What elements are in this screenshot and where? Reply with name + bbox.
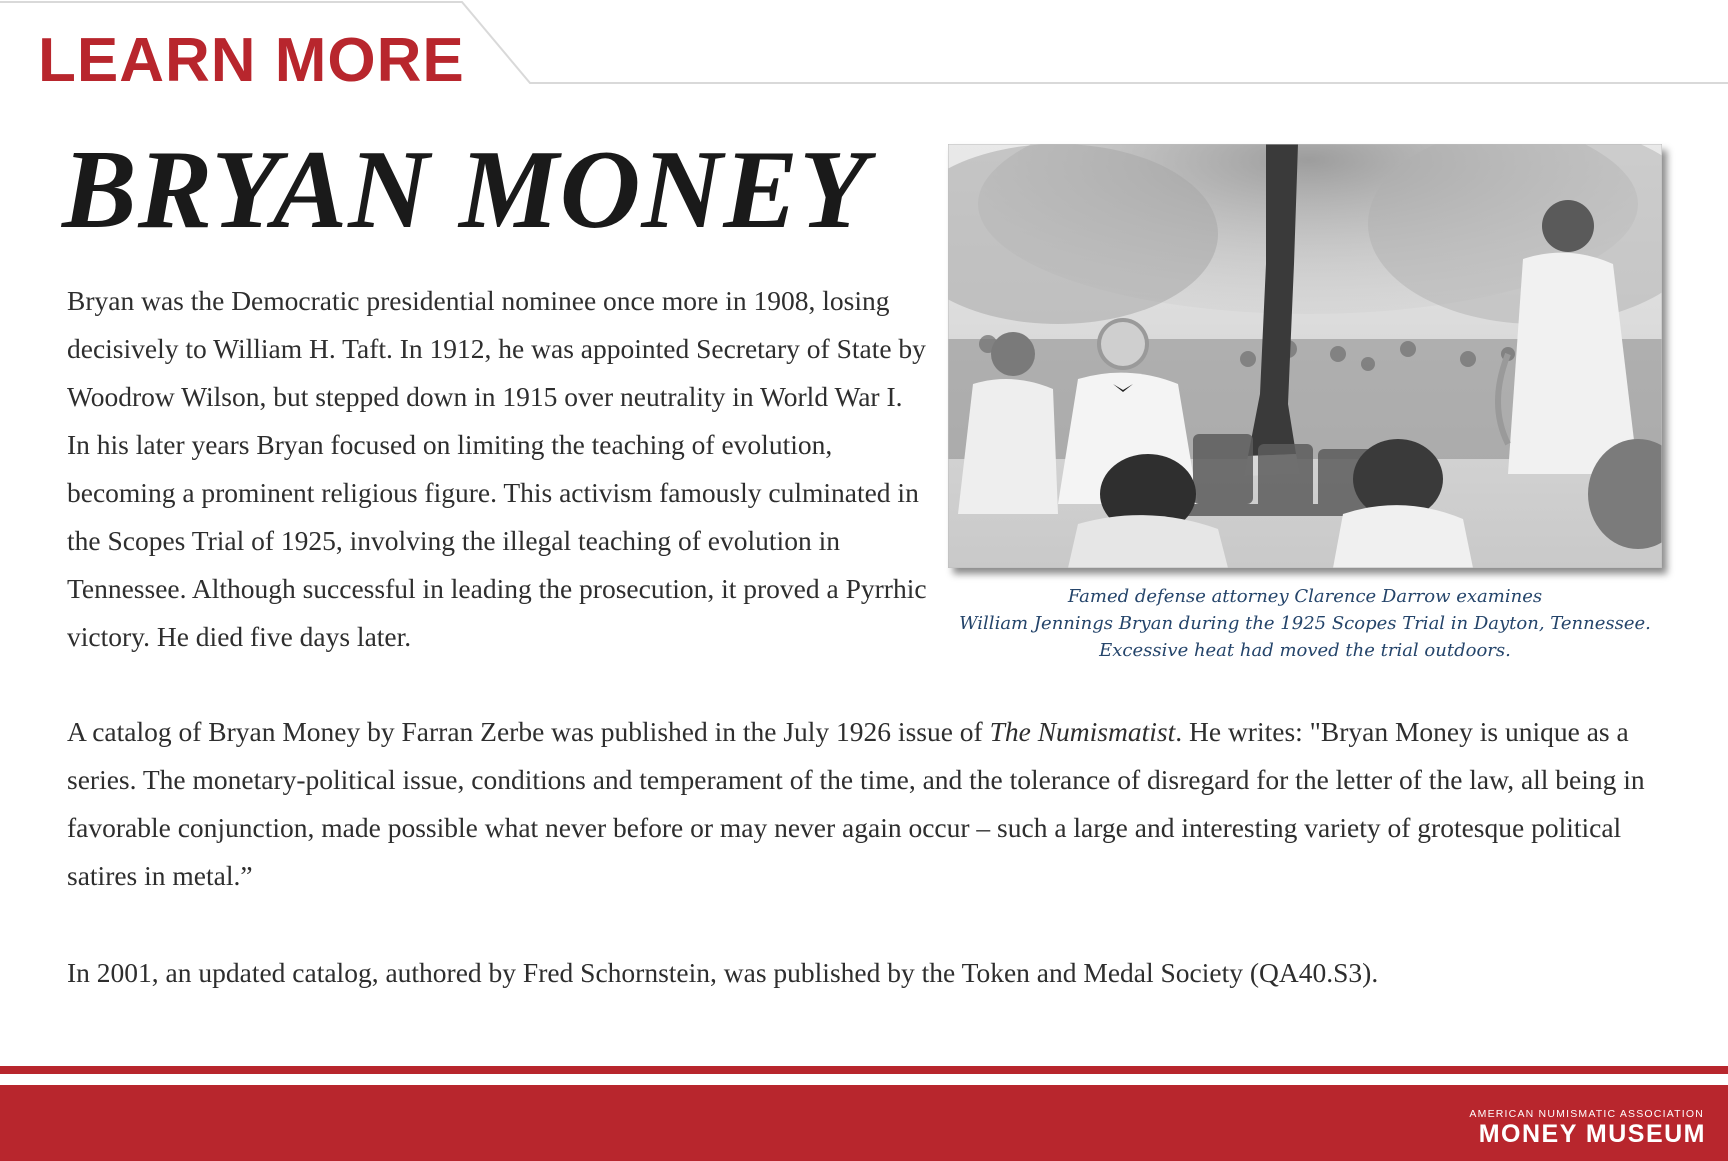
caption-line: Famed defense attorney Clarence Darrow examines xyxy=(1067,586,1543,607)
photo-caption xyxy=(948,583,1662,664)
catalog-text-after: . He writes: "Bryan Money is unique as a series. The monetary-political issue, conditions and temperament of the time, and the tolerance of disregard for the letter of the law, all being in favorable conjunction, made possible what never before or may never again occur – such a large and interesting variety of grotesque political satires in metal.” xyxy=(67,716,1645,891)
page-title: BRYAN MONEY xyxy=(62,128,869,252)
photo-illustration xyxy=(948,144,1662,568)
update-paragraph: In 2001, an updated catalog, authored by Fred Schornstein, was published by the Token and Medal Society (QA40.S3). xyxy=(67,957,1379,988)
footer-divider xyxy=(0,1066,1728,1074)
caption-line: William Jennings Bryan during the 1925 Scopes Trial in Dayton, Tennessee. xyxy=(959,613,1651,634)
catalog-paragraph xyxy=(67,708,1667,900)
section-label: LEARN MORE xyxy=(38,26,465,95)
scopes-trial-photo xyxy=(948,144,1662,568)
footer-band xyxy=(0,1085,1728,1161)
caption-line: Excessive heat had moved the trial outdoors. xyxy=(1099,640,1511,661)
publication-title: The Numismatist xyxy=(989,716,1176,747)
museum-logo-text: MONEY MUSEUM xyxy=(1478,1120,1706,1148)
catalog-text-before: A catalog of Bryan Money by Farran Zerbe was published in the July 1926 issue of xyxy=(67,716,990,747)
intro-paragraph: Bryan was the Democratic presidential nominee once more in 1908, losing decisively to William H. Taft. In 1912, he was appointed Secretary of State by Woodrow Wilson, but stepped down in 1915 over neutrality in World War I. In his later years Bryan focused on limiting the teaching of evolution, becoming a prominent religious figure. This activism famously culminated in the Scopes Trial of 1925, involving the illegal teaching of evolution in Tennessee. Although successful in leading the prosecution, it proved a Pyrrhic victory. He died five days later. xyxy=(67,285,927,652)
organization-name: AMERICAN NUMISMATIC ASSOCIATION xyxy=(1469,1108,1704,1120)
